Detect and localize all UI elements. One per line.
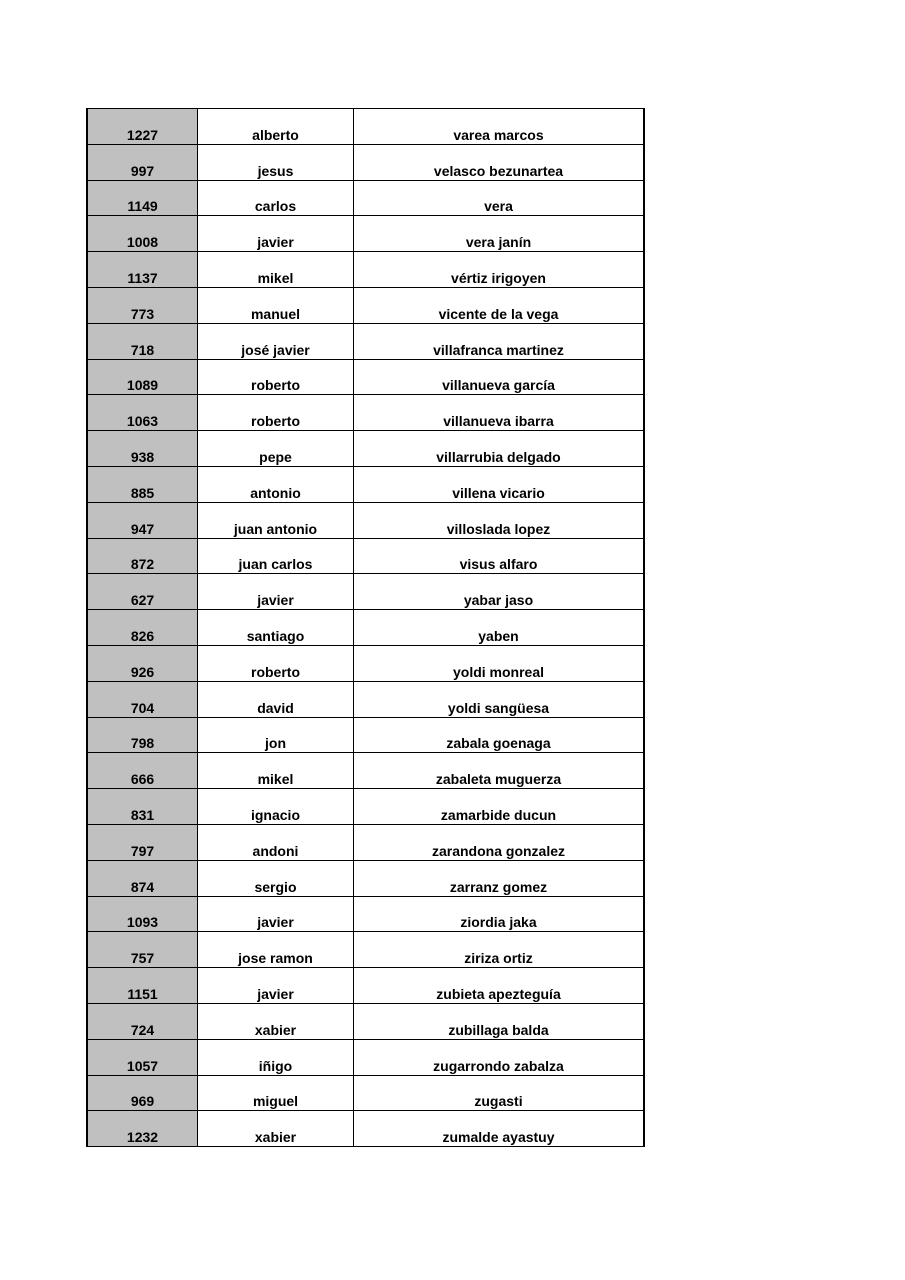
first-name-text: xabier <box>254 1129 297 1146</box>
table-row <box>87 109 644 145</box>
first-name-text: carlos <box>254 198 297 215</box>
last-name-text: yoldi monreal <box>452 663 545 680</box>
first-name-cell <box>198 180 354 216</box>
id-cell <box>87 180 198 216</box>
first-name-cell <box>198 323 354 359</box>
id-text: 947 <box>130 520 155 537</box>
last-name-text: zabala goenaga <box>446 735 551 752</box>
last-name-cell <box>354 860 645 896</box>
id-text: 997 <box>130 162 155 179</box>
first-name-text: pepe <box>259 448 292 465</box>
last-name-cell <box>354 1003 645 1039</box>
first-name-text: manuel <box>250 305 300 322</box>
id-cell <box>87 681 198 717</box>
last-name-cell <box>354 932 645 968</box>
first-name-cell <box>198 287 354 323</box>
id-text: 627 <box>130 592 155 609</box>
id-cell <box>87 1003 198 1039</box>
first-name-text: jesus <box>257 162 294 179</box>
first-name-cell <box>198 1111 354 1147</box>
last-name-text: vértiz irigoyen <box>451 269 546 286</box>
last-name-cell <box>354 717 645 753</box>
first-name-text: javier <box>257 234 294 251</box>
first-name-cell <box>198 109 354 145</box>
first-name-cell <box>198 144 354 180</box>
id-text: 798 <box>130 735 155 752</box>
table-row <box>87 717 644 753</box>
first-name-cell <box>198 789 354 825</box>
first-name-text: juan carlos <box>238 556 313 573</box>
table-row <box>87 1111 644 1147</box>
first-name-text: mikel <box>257 771 294 788</box>
id-cell <box>87 645 198 681</box>
id-text: 1008 <box>126 234 159 251</box>
id-cell <box>87 502 198 538</box>
last-name-text: zarranz gomez <box>449 878 548 895</box>
last-name-cell <box>354 1075 645 1111</box>
last-name-text: zamarbide ducun <box>440 806 557 823</box>
id-cell <box>87 252 198 288</box>
first-name-cell <box>198 681 354 717</box>
last-name-cell <box>354 395 645 431</box>
table-row <box>87 610 644 646</box>
first-name-cell <box>198 359 354 395</box>
id-text: 773 <box>130 305 155 322</box>
id-text: 724 <box>130 1021 155 1038</box>
id-cell <box>87 538 198 574</box>
first-name-cell <box>198 466 354 502</box>
last-name-cell <box>354 359 645 395</box>
first-name-cell <box>198 395 354 431</box>
id-cell <box>87 1111 198 1147</box>
last-name-text: zugasti <box>474 1093 523 1110</box>
id-text: 797 <box>130 842 155 859</box>
id-text: 926 <box>130 663 155 680</box>
id-cell <box>87 109 198 145</box>
id-cell <box>87 287 198 323</box>
first-name-text: antonio <box>250 484 301 501</box>
id-text: 826 <box>130 627 155 644</box>
table-row <box>87 216 644 252</box>
table-row <box>87 645 644 681</box>
last-name-text: vera <box>484 198 513 215</box>
id-cell <box>87 1039 198 1075</box>
table-row <box>87 574 644 610</box>
table-row <box>87 1039 644 1075</box>
first-name-text: jose ramon <box>238 950 313 967</box>
table-row <box>87 896 644 932</box>
id-text: 1057 <box>126 1057 159 1074</box>
table-row <box>87 1003 644 1039</box>
table-row <box>87 144 644 180</box>
last-name-cell <box>354 287 645 323</box>
last-name-cell <box>354 502 645 538</box>
last-name-cell <box>354 109 645 145</box>
last-name-text: yaben <box>478 627 519 644</box>
last-name-text: villoslada lopez <box>446 520 551 537</box>
first-name-cell <box>198 574 354 610</box>
first-name-text: juan antonio <box>233 520 318 537</box>
last-name-cell <box>354 466 645 502</box>
table-row <box>87 180 644 216</box>
id-text: 874 <box>130 878 155 895</box>
last-name-text: zubieta apezteguía <box>436 985 561 1002</box>
table-row <box>87 359 644 395</box>
first-name-text: roberto <box>251 377 300 394</box>
last-name-cell <box>354 1111 645 1147</box>
first-name-cell <box>198 538 354 574</box>
last-name-text: ziordia jaka <box>460 914 537 931</box>
last-name-cell <box>354 824 645 860</box>
last-name-cell <box>354 144 645 180</box>
table-row <box>87 502 644 538</box>
table-row <box>87 753 644 789</box>
id-cell <box>87 824 198 860</box>
first-name-cell <box>198 216 354 252</box>
id-text: 1063 <box>126 413 159 430</box>
first-name-text: javier <box>257 985 294 1002</box>
first-name-text: ignacio <box>250 806 300 823</box>
id-text: 831 <box>130 806 155 823</box>
last-name-cell <box>354 610 645 646</box>
table-row <box>87 789 644 825</box>
roster-table-body <box>87 109 644 1147</box>
id-text: 666 <box>130 771 155 788</box>
last-name-cell <box>354 431 645 467</box>
id-cell <box>87 717 198 753</box>
last-name-text: vicente de la vega <box>438 305 559 322</box>
first-name-cell <box>198 1075 354 1111</box>
last-name-text: ziriza ortiz <box>464 950 533 967</box>
first-name-text: mikel <box>257 269 294 286</box>
id-text: 1227 <box>126 126 159 143</box>
first-name-text: alberto <box>252 126 299 143</box>
last-name-text: zarandona gonzalez <box>431 842 566 859</box>
table-row <box>87 538 644 574</box>
id-cell <box>87 323 198 359</box>
last-name-text: villafranca martinez <box>433 341 564 358</box>
first-name-text: santiago <box>246 627 305 644</box>
id-text: 1137 <box>127 269 158 286</box>
first-name-text: david <box>257 699 294 716</box>
id-cell <box>87 860 198 896</box>
table-row <box>87 824 644 860</box>
first-name-cell <box>198 1003 354 1039</box>
last-name-text: villarrubia delgado <box>436 448 561 465</box>
last-name-text: villanueva garcía <box>442 377 555 394</box>
id-cell <box>87 896 198 932</box>
first-name-cell <box>198 753 354 789</box>
id-cell <box>87 789 198 825</box>
id-cell <box>87 431 198 467</box>
last-name-cell <box>354 180 645 216</box>
first-name-cell <box>198 502 354 538</box>
first-name-cell <box>198 896 354 932</box>
first-name-text: roberto <box>251 413 300 430</box>
id-text: 718 <box>130 341 155 358</box>
table-row <box>87 466 644 502</box>
first-name-text: andoni <box>252 842 299 859</box>
table-row <box>87 932 644 968</box>
last-name-text: velasco bezunartea <box>433 162 564 179</box>
first-name-cell <box>198 1039 354 1075</box>
last-name-text: yoldi sangüesa <box>447 699 550 716</box>
last-name-text: villanueva ibarra <box>443 413 554 430</box>
id-text: 1232 <box>126 1129 159 1146</box>
last-name-cell <box>354 216 645 252</box>
last-name-text: visus alfaro <box>459 556 538 573</box>
last-name-cell <box>354 645 645 681</box>
table-row <box>87 395 644 431</box>
first-name-text: javier <box>257 914 294 931</box>
id-cell <box>87 216 198 252</box>
first-name-text: sergio <box>254 878 297 895</box>
first-name-text: roberto <box>251 663 300 680</box>
table-row <box>87 431 644 467</box>
last-name-cell <box>354 789 645 825</box>
id-text: 1149 <box>127 198 158 215</box>
first-name-cell <box>198 252 354 288</box>
first-name-cell <box>198 717 354 753</box>
id-cell <box>87 359 198 395</box>
id-text: 969 <box>130 1093 155 1110</box>
id-text: 757 <box>130 950 155 967</box>
first-name-text: iñigo <box>258 1057 293 1074</box>
last-name-text: zubillaga balda <box>448 1021 549 1038</box>
last-name-cell <box>354 753 645 789</box>
first-name-cell <box>198 645 354 681</box>
last-name-cell <box>354 323 645 359</box>
last-name-cell <box>354 574 645 610</box>
last-name-text: yabar jaso <box>463 592 534 609</box>
id-cell <box>87 1075 198 1111</box>
id-text: 1089 <box>126 377 159 394</box>
first-name-text: josé javier <box>241 341 310 358</box>
id-cell <box>87 395 198 431</box>
id-cell <box>87 574 198 610</box>
last-name-cell <box>354 968 645 1004</box>
first-name-cell <box>198 968 354 1004</box>
table-row <box>87 323 644 359</box>
table-row <box>87 681 644 717</box>
first-name-cell <box>198 824 354 860</box>
first-name-text: xabier <box>254 1021 297 1038</box>
id-cell <box>87 932 198 968</box>
last-name-text: varea marcos <box>453 126 544 143</box>
id-cell <box>87 466 198 502</box>
first-name-text: jon <box>265 735 286 752</box>
id-cell <box>87 753 198 789</box>
id-text: 1151 <box>127 985 158 1002</box>
id-text: 885 <box>130 484 155 501</box>
roster-table <box>86 108 645 1147</box>
last-name-cell <box>354 1039 645 1075</box>
id-text: 704 <box>130 699 155 716</box>
last-name-text: zumalde ayastuy <box>442 1129 555 1146</box>
last-name-cell <box>354 681 645 717</box>
id-text: 938 <box>130 448 155 465</box>
last-name-text: zabaleta muguerza <box>435 771 562 788</box>
id-cell <box>87 968 198 1004</box>
first-name-cell <box>198 431 354 467</box>
table-row <box>87 287 644 323</box>
id-text: 1093 <box>126 914 159 931</box>
table-row <box>87 860 644 896</box>
table-row <box>87 252 644 288</box>
id-cell <box>87 144 198 180</box>
first-name-text: miguel <box>252 1093 299 1110</box>
last-name-cell <box>354 252 645 288</box>
first-name-cell <box>198 860 354 896</box>
table-row <box>87 1075 644 1111</box>
first-name-text: javier <box>257 592 294 609</box>
id-text: 872 <box>130 556 155 573</box>
last-name-text: villena vicario <box>452 484 545 501</box>
first-name-cell <box>198 610 354 646</box>
last-name-text: zugarrondo zabalza <box>433 1057 564 1074</box>
table-row <box>87 968 644 1004</box>
id-cell <box>87 610 198 646</box>
last-name-text: vera janín <box>465 234 532 251</box>
last-name-cell <box>354 538 645 574</box>
first-name-cell <box>198 932 354 968</box>
last-name-cell <box>354 896 645 932</box>
